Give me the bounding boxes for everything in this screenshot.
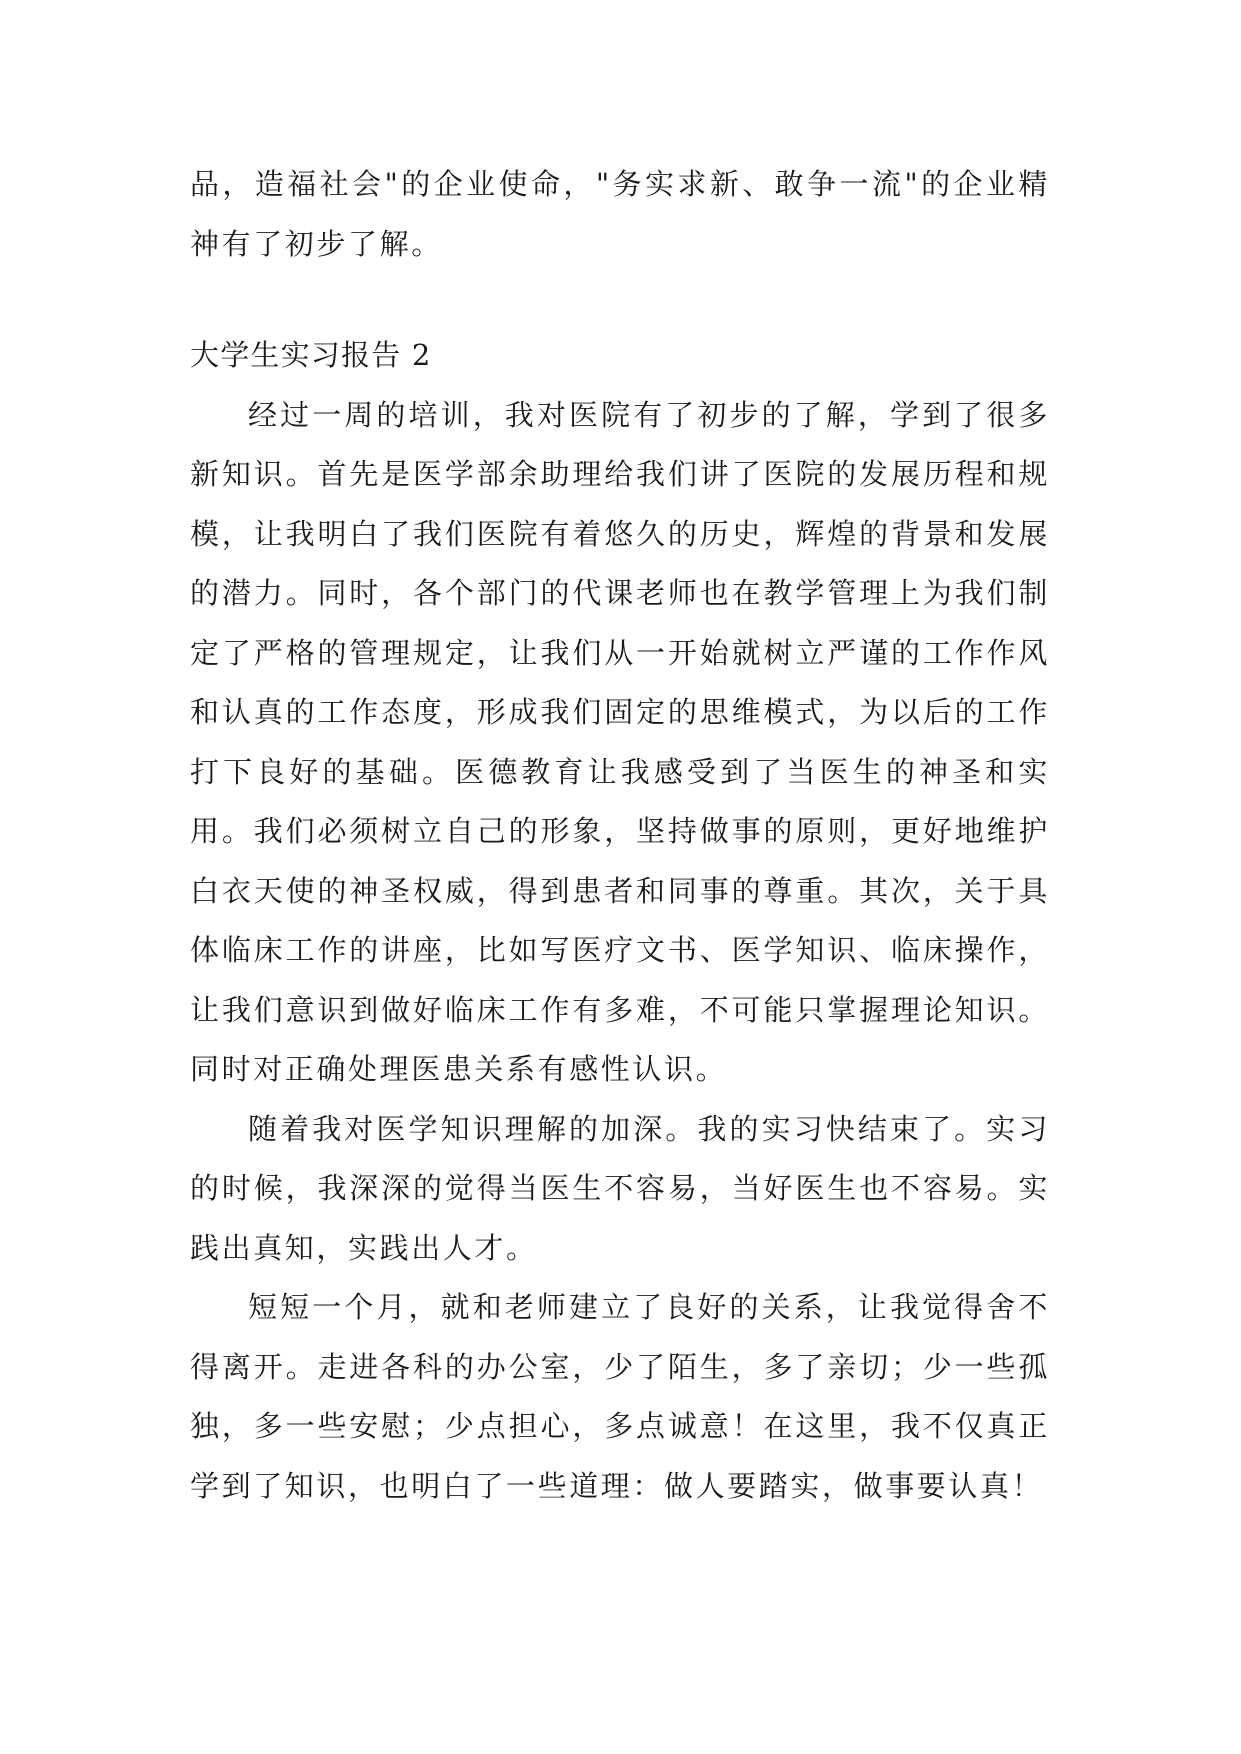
section-heading: 大学生实习报告 2 <box>190 338 432 372</box>
body-paragraph-1: 经过一周的培训，我对医院有了初步的了解，学到了很多新知识。首先是医学部余助理给我们讲了医院的发展历程和规模，让我明白了我们医院有着悠久的历史，辉煌的背景和发展的潜力。同时，各个部门的代课老师也在教学管理上为我们制定了严格的管理规定，让我们从一开始就树立严谨的工作作风和认真的工作态度，形成我们固定的思维模式，为以后的工作打下良好的基础。医德教育让我感受到了当医生的神圣和实用。我们必须树立自己的形象，坚持做事的原则，更好地维护白衣天使的神圣权威，得到患者和同事的尊重。其次，关于具体临床工作的讲座，比如写医疗文书、医学知识、临床操作，让我们意识到做好临床工作有多难，不可能只掌握理论知识。同时对正确处理医患关系有感性认识。 <box>190 397 1050 1086</box>
intro-paragraph: 品，造福社会"的企业使命，"务实求新、敢争一流"的企业精神有了初步了解。 <box>190 167 1050 261</box>
body-paragraph-3: 短短一个月，就和老师建立了良好的关系，让我觉得舍不得离开。走进各科的办公室，少了陌生，多了亲切；少一些孤独，多一些安慰；少点担心，多点诚意！在这里，我不仅真正学到了知识，也明白了一些道理：做人要踏实，做事要认真！ <box>190 1290 1050 1503</box>
document-page <box>190 155 1050 1516</box>
body-paragraph-2: 随着我对医学知识理解的加深。我的实习快结束了。实习的时候，我深深的觉得当医生不容易，当好医生也不容易。实践出真知，实践出人才。 <box>190 1111 1050 1265</box>
